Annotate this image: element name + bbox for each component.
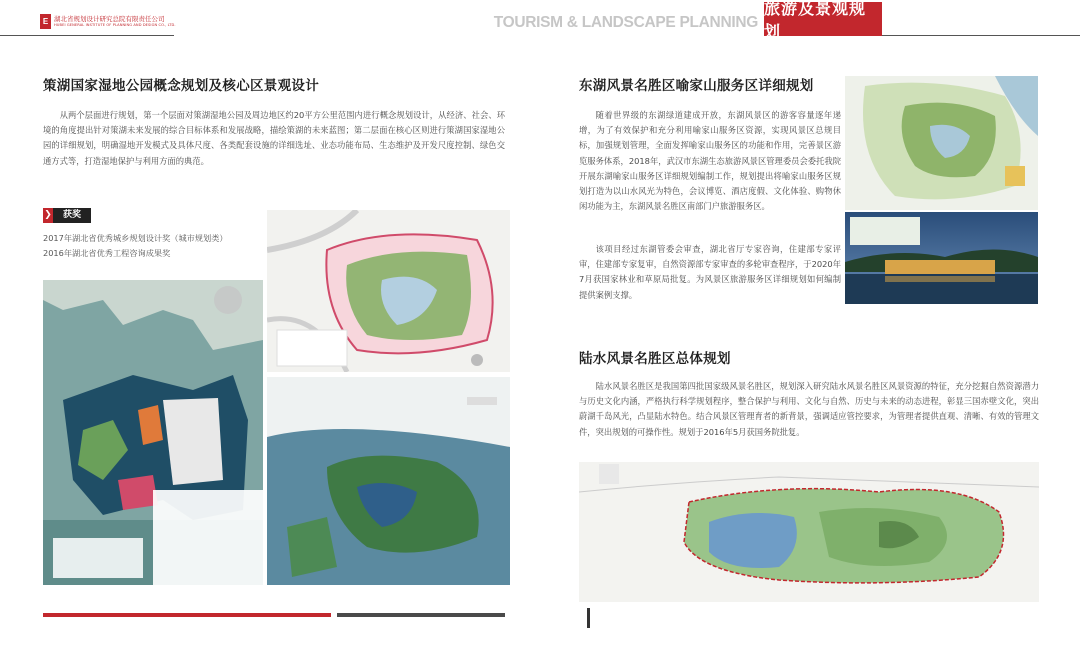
footer-bar-red	[43, 613, 331, 617]
project-title-donghu: 东湖风景名胜区喻家山服务区详细规划	[579, 78, 814, 94]
publisher-logo-group	[40, 14, 176, 29]
donghu-night-render-image	[845, 212, 1038, 304]
project-title-cehu: 策湖国家湿地公园概念规划及核心区景观设计	[43, 78, 319, 94]
section-title-en: TOURISM & LANDSCAPE PLANNING	[493, 14, 758, 31]
publisher-name-en: HUBEI GENERAL INSTITUTE OF PLANNING AND DESIGN CO., LTD.	[54, 23, 176, 27]
award-tag	[43, 208, 91, 223]
wetland-master-plan-image	[43, 280, 263, 585]
wetland-aerial-render-image	[267, 377, 510, 585]
zoning-map-image	[267, 210, 510, 372]
project-description-cehu: 从两个层面进行规划，第一个层面对策湖湿地公园及周边地区约20平方公里范围内进行概念规划设计，从经济、社会、环境的角度提出针对策湖未来发展的综合目标体系和发展战略，描绘策湖的未来蓝图；第二层面在核心区则进行策湖国家湿地公园的详细规划，明确湿地开发模式及具体尺度、各类配套设施的详细选址、业态功能布局、生态维护及开发尺度控制、绿色交通方式等，打造湿地保护与利用方面的典范。	[43, 110, 505, 166]
publisher-name-cn: 湖北省规划设计研究总院有限责任公司	[54, 15, 165, 23]
project-description-lushui: 陆水风景名胜区是我国第四批国家级风景名胜区，规划深入研究陆水风景名胜区风景资源的特征，充分挖掘自然资源潜力与历史文化内涵，严格执行科学规划程序，整合保护与利用、文化与自然、历史与未来的动态进程，彰显三国赤壁文化，突出蔚湖千岛风光，凸显陆水特色。结合风景区管理育者的新背景，强调适应管控要求，为管理者提供直观、清晰、有效的管理文件，突出规划的可操作性。规划于2016年5月获国务院批复。	[579, 381, 1039, 437]
award-label: 获奖	[53, 208, 91, 223]
award-list	[43, 231, 228, 261]
section-title-cn: 旅游及景观规划	[764, 2, 882, 36]
project-description-donghu-1: 随着世界级的东湖绿道建成开放，东湖风景区的游客容量逐年递增，为了有效保护和充分利用喻家山服务区资源，实现风景区总规目标，加强规划管理，全面发挥喻家山服务区的功能和作用，完善景区游览服务体系，2018年，武汉市东湖生态旅游风景区管理委员会委托我院开展东湖喻家山服务区详细规划编制工作，规划提出将喻家山服务区规划打造为以山水风光为特色，会议博览、酒店度假、文化体验、购物休闲功能为主，东湖风景名胜区南部门户旅游服务区。	[579, 110, 841, 212]
project-title-lushui: 陆水风景名胜区总体规划	[579, 351, 731, 367]
project-description-donghu-2: 该项目经过东湖管委会审查，湖北省厅专家咨询，住建部专家评审，住建部专家复审，自然资源部专家审查的多轮审查程序，于2020年7月获国家林业和草原局批复。为风景区旅游服务区详细规划如何编制提供案例支撑。	[579, 244, 841, 300]
award-item: 2017年湖北省优秀城乡规划设计奖（城市规划类）	[43, 233, 228, 243]
donghu-service-area-plan-image	[845, 76, 1038, 210]
lushui-master-plan-image	[579, 462, 1039, 632]
award-item: 2016年湖北省优秀工程咨询成果奖	[43, 248, 171, 258]
footer-bar-gray	[337, 613, 505, 617]
chevron-right-icon: ❯	[43, 208, 53, 223]
publisher-logo-icon: E	[40, 14, 51, 29]
header-divider-left	[0, 35, 174, 36]
publisher-names	[54, 15, 176, 28]
header-divider-right	[882, 35, 1080, 36]
